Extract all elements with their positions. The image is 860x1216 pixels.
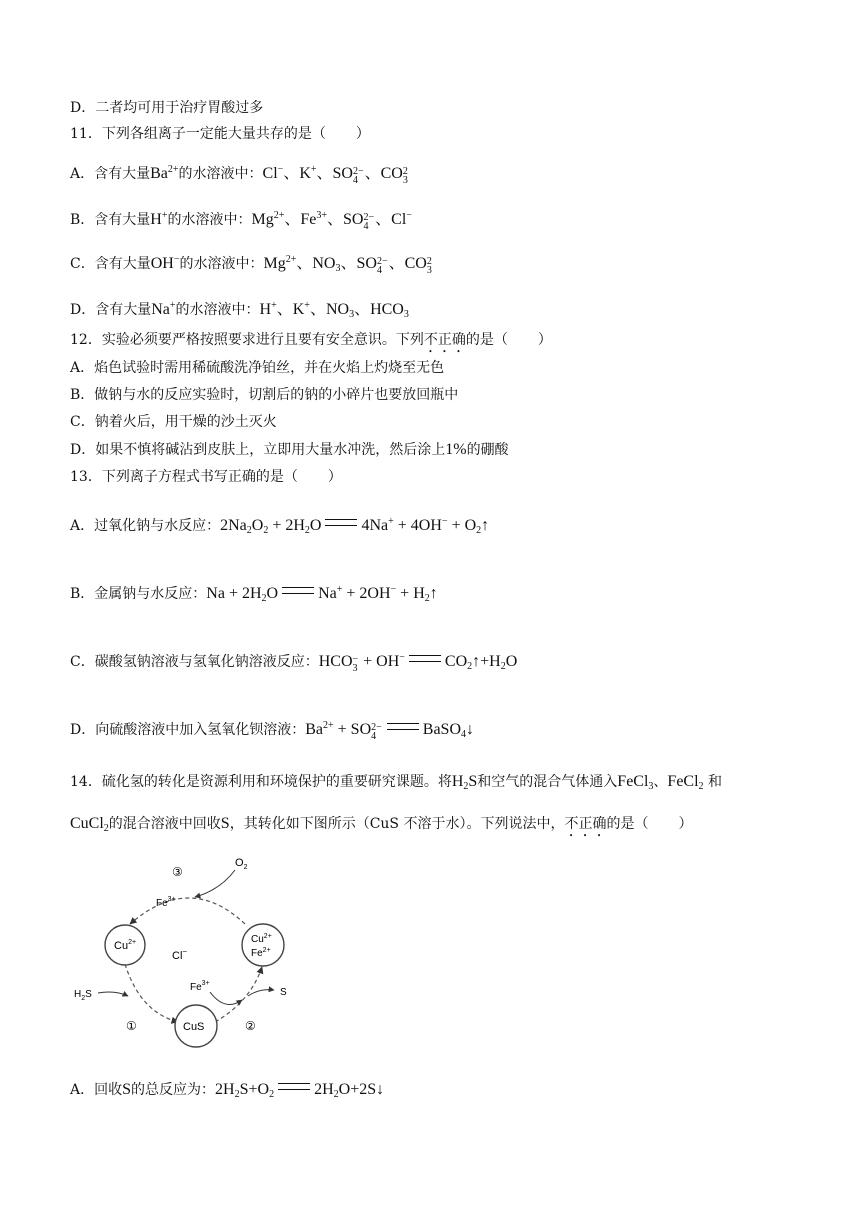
q14-option-a: A．回收S的总反应为：$2H_2S+O_2$ $2H_2O+2S↓$	[70, 1081, 385, 1100]
o2-arrow	[195, 870, 235, 897]
q11-option-c: C．含有大量OH−的水溶液中：$Mg^{2+}$、$NO_3$、SO 2− 4 、CO 2 3	[70, 254, 432, 276]
step-3-label: ③	[172, 865, 183, 879]
q13-option-c: C．碳酸氢钠溶液与氢氧化钠溶液反应：HCO − 3 + OH− $CO_2↑+H_2O$	[70, 652, 518, 674]
q11-option-a: A．含有大量$Ba^{2+}$的水溶液中：Cl−、K+、SO 2− 4 、CO 2 3	[70, 164, 408, 186]
q14-stem-line1: 14．硫化氢的转化是资源利用和环境保护的重要研究课题。将$H_2S$和空气的混合气体通入FeCl$_3$、FeCl$_2$ 和	[70, 773, 722, 792]
q13-stem: 13．下列离子方程式书写正确的是（ ）	[70, 469, 342, 485]
cycle-diagram	[70, 852, 310, 1062]
q13-option-b: B．金属钠与水反应：$Na + 2H_2O$ $Na^+ + 2OH^- + H_2↑$	[70, 584, 438, 604]
cus-label: CuS	[183, 1021, 205, 1033]
cycle-arc-right	[215, 967, 262, 1022]
cycle-arc-left	[125, 964, 178, 1022]
h2s-arrow	[98, 992, 128, 996]
fe3-top-label: $Fe^{3+}$	[156, 896, 176, 909]
cu2-fe2-circle	[242, 924, 284, 966]
q11-option-d: D．含有大量Na+的水溶液中：H+、K+、$NO_3$、$HCO_3$	[70, 300, 409, 320]
q11-option-b: B．含有大量H+的水溶液中：$Mg^{2+}$、$Fe^{3+}$、SO 2− 4 、Cl−	[70, 210, 412, 232]
s-out-arrow	[248, 990, 274, 996]
q13-option-a: A．过氧化钠与水反应：$2Na_2O_2 + 2H_2O$ $4Na^+ + 4OH^- + O_2↑$	[70, 516, 490, 536]
q12-stem: 12．实验必须要严格按照要求进行且要有安全意识。下列不正确的是（ ）	[70, 332, 552, 348]
s-out-label: S	[280, 987, 287, 998]
h2s-label: $H_2S$	[74, 989, 92, 1002]
cu2-label: $Cu^{2+}$	[114, 939, 137, 952]
right-cu-label: $Cu^{2+}$	[251, 933, 272, 945]
o2-label: $O_2$	[235, 857, 248, 871]
right-fe-label: $Fe^{2+}$	[251, 947, 271, 959]
q14-stem-line2: CuCl$_2$的混合溶液中回收S，其转化如下图所示（CuS 不溶于水）。下列说法中，不正确的是（ ）	[70, 815, 693, 834]
step-1-label: ①	[126, 1019, 137, 1033]
q11-stem: 11．下列各组离子一定能大量共存的是（ ）	[70, 126, 370, 142]
q12-option-a: A．焰色试验时需用稀硫酸洗净铂丝，并在火焰上灼烧至无色	[70, 360, 445, 376]
q10-option-d: D．二者均可用于治疗胃酸过多	[70, 100, 264, 116]
step-2-label: ②	[245, 1019, 256, 1033]
cl-label: Cl−	[172, 947, 188, 962]
q12-option-c: C．钠着火后，用干燥的沙土灭火	[70, 414, 277, 430]
cycle-arc-top	[130, 898, 245, 924]
q12-option-b: B．做钠与水的反应实验时，切割后的钠的小碎片也要放回瓶中	[70, 387, 459, 403]
fe3-bottom-label: $Fe^{3+}$	[190, 980, 210, 993]
q13-option-d: D．向硫酸溶液中加入氢氧化钡溶液：$Ba^{2+}$ + SO 2− 4 BaSO$_4$↓	[70, 720, 475, 742]
fe3-bottom-arrow	[210, 992, 242, 1005]
q12-option-d: D．如果不慎将碱沾到皮肤上，立即用大量水冲洗，然后涂上1%的硼酸	[70, 441, 509, 458]
